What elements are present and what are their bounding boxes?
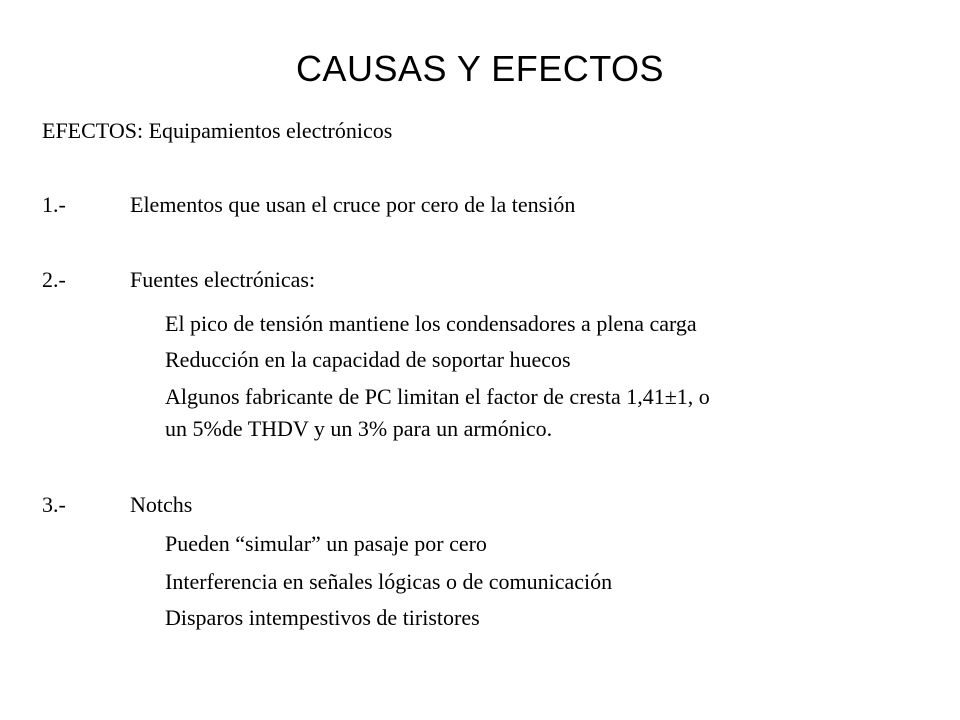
- item-2-subitem-1: El pico de tensión mantiene los condensadores a plena carga: [165, 311, 697, 336]
- item-heading-3: Notchs: [130, 492, 193, 517]
- item-3-subitem-3: Disparos intempestivos de tiristores: [165, 605, 480, 630]
- item-number-3: 3.-: [42, 492, 66, 517]
- item-number-2: 2.-: [42, 267, 66, 292]
- item-2-subitem-2: Reducción en la capacidad de soportar huecos: [165, 347, 571, 372]
- subtitle: EFECTOS: Equipamientos electrónicos: [42, 118, 393, 143]
- item-3-subitem-2: Interferencia en señales lógicas o de comunicación: [165, 569, 613, 594]
- item-heading-1: Elementos que usan el cruce por cero de la tensión: [130, 192, 576, 217]
- item-3-subitem-1: Pueden “simular” un pasaje por cero: [165, 531, 487, 556]
- item-2-subitem-3: Algunos fabricante de PC limitan el factor de cresta 1,41±1, o: [165, 384, 710, 409]
- item-heading-2: Fuentes electrónicas:: [130, 267, 316, 292]
- slide-title: CAUSAS Y EFECTOS: [295, 48, 665, 89]
- item-number-1: 1.-: [42, 192, 66, 217]
- item-2-subitem-4: un 5%de THDV y un 3% para un armónico.: [165, 416, 553, 441]
